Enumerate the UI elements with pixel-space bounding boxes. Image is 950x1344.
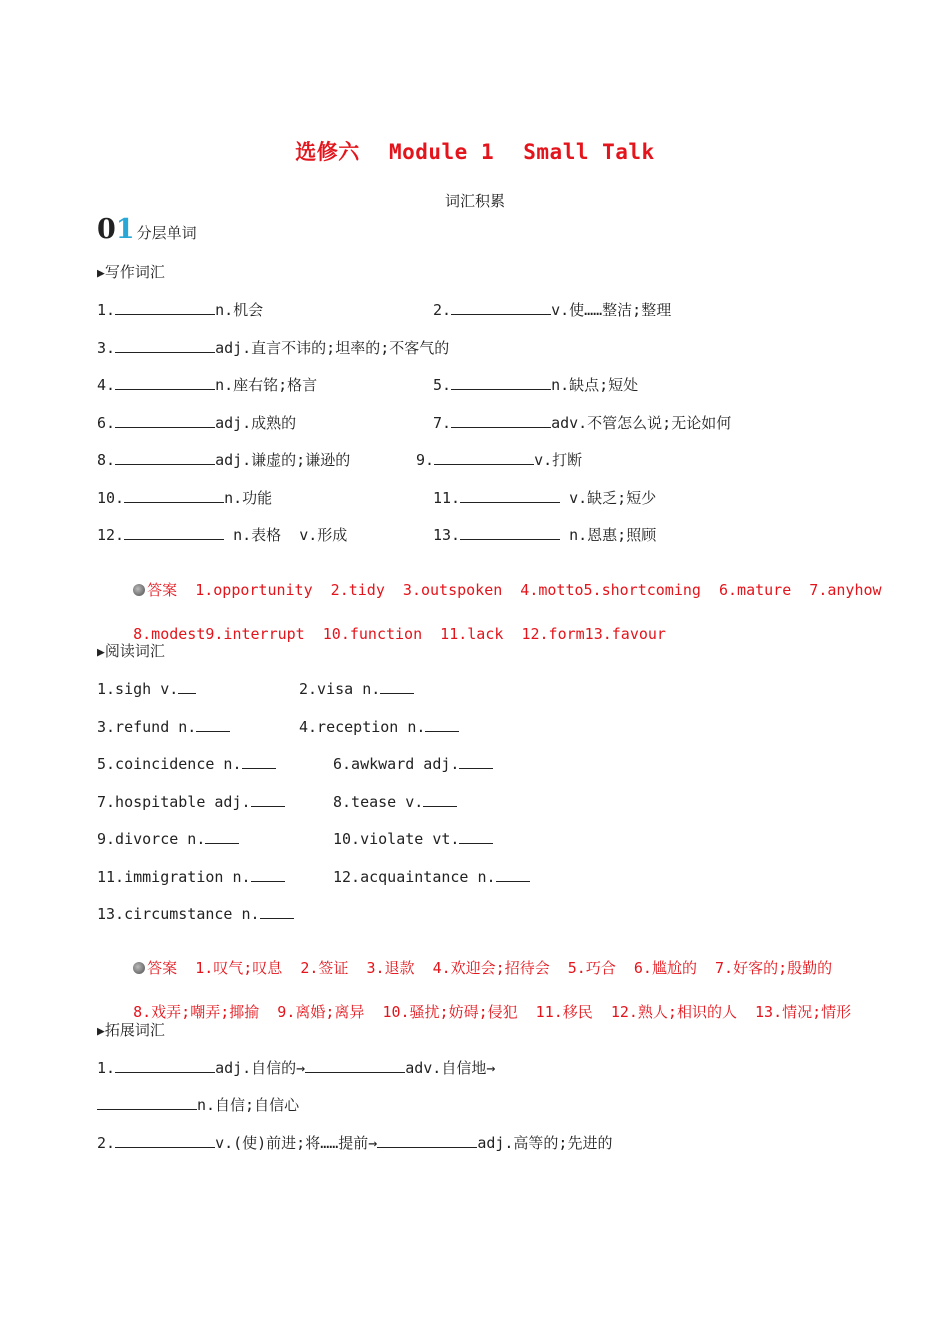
answer-blank[interactable] — [451, 300, 551, 315]
extension-heading — [97, 1020, 165, 1042]
writing-answer-line: 答案 1.opportunity 2.tidy 3.outspoken 4.motto5.shortcoming 6.mature 7.anyhow — [97, 560, 882, 620]
subtitle: 词汇积累 — [444, 192, 505, 210]
answer-blank[interactable] — [425, 717, 459, 732]
reading-item: 4.reception n. — [299, 717, 459, 737]
extension-item: 1. adj.自信的→ adv.自信地→ — [97, 1059, 496, 1077]
triangle-bullet-icon: ▶ — [97, 645, 105, 660]
answer-blank[interactable] — [178, 679, 196, 694]
section-label: 分层单词 — [136, 224, 197, 242]
answer-blank[interactable] — [115, 375, 215, 390]
answer-blank[interactable] — [115, 300, 215, 315]
triangle-bullet-icon: ▶ — [97, 1024, 105, 1039]
writing-heading — [97, 262, 165, 284]
extension-item-continued: n.自信;自信心 — [97, 1095, 299, 1115]
reading-answer-line: 答案 1.叹气;叹息 2.签证 3.退款 4.欢迎会;招待会 5.巧合 6.尴尬的 7.好客的;殷勤的 — [97, 938, 832, 998]
answer-blank[interactable] — [377, 1133, 477, 1148]
answer-blank[interactable] — [242, 754, 276, 769]
answer-icon — [133, 584, 145, 596]
title-part1: 选修六 — [295, 140, 360, 164]
answer-blank[interactable] — [251, 867, 285, 882]
writing-item: 2. v.使……整洁;整理 — [433, 301, 672, 319]
answer-blank[interactable] — [196, 717, 230, 732]
answer-icon — [133, 962, 145, 974]
reading-item: 6.awkward adj. — [333, 754, 493, 774]
writing-item: 11. v.缺乏;短少 — [433, 489, 657, 507]
answer-blank[interactable] — [380, 679, 414, 694]
reading-item: 13.circumstance n. — [97, 904, 294, 924]
reading-item: 5.coincidence n. — [97, 754, 276, 774]
reading-item: 9.divorce n. — [97, 829, 239, 849]
reading-answer-line: 8.戏弄;嘲弄;揶揄 9.离婚;离异 10.骚扰;妨碍;侵犯 11.移民 12.熟人;相识的人 13.情况;情形 — [133, 1003, 852, 1021]
writing-item: 3. adj.直言不讳的;坦率的;不客气的 — [97, 339, 450, 357]
writing-item: 7. adv.不管怎么说;无论如何 — [433, 414, 732, 432]
extension-heading-label: 拓展词汇 — [104, 1021, 165, 1039]
reading-item: 3.refund n. — [97, 717, 230, 737]
answer-blank[interactable] — [115, 1058, 215, 1073]
writing-item: 9. v.打断 — [416, 451, 583, 469]
reading-heading — [97, 641, 165, 663]
answer-blank[interactable] — [451, 413, 551, 428]
answer-blank[interactable] — [115, 1133, 215, 1148]
answer-blank[interactable] — [459, 754, 493, 769]
section-heading — [97, 214, 197, 245]
section-number-second: 1 — [115, 214, 135, 245]
answer-blank[interactable] — [115, 450, 215, 465]
answer-blank[interactable] — [496, 867, 530, 882]
writing-item: 8. adj.谦虚的;谦逊的 — [97, 451, 351, 469]
answer-blank[interactable] — [423, 792, 457, 807]
answer-blank[interactable] — [434, 450, 534, 465]
answer-blank[interactable] — [124, 525, 224, 540]
writing-answer-line: 8.modest9.interrupt 10.function 11.lack 12.form13.favour — [133, 625, 666, 643]
reading-item: 8.tease v. — [333, 792, 457, 812]
page-title — [0, 136, 950, 166]
answer-blank[interactable] — [251, 792, 285, 807]
answer-blank[interactable] — [260, 904, 294, 919]
section-number-first: 0 — [97, 214, 116, 245]
reading-item: 7.hospitable adj. — [97, 792, 285, 812]
reading-item: 11.immigration n. — [97, 867, 285, 887]
title-part3: Small Talk — [523, 140, 655, 164]
answer-blank[interactable] — [460, 488, 560, 503]
answer-blank[interactable] — [460, 525, 560, 540]
triangle-bullet-icon: ▶ — [97, 266, 105, 281]
writing-item: 6. adj.成熟的 — [97, 414, 297, 432]
writing-item: 5. n.缺点;短处 — [433, 376, 639, 394]
extension-item: 2. v.(使)前进;将……提前→ adj.高等的;先进的 — [97, 1134, 613, 1152]
writing-item: 12. n.表格 v.形成 — [97, 526, 348, 544]
answer-blank[interactable] — [205, 829, 239, 844]
answer-blank[interactable] — [451, 375, 551, 390]
answer-blank[interactable] — [115, 338, 215, 353]
answer-blank[interactable] — [97, 1095, 197, 1110]
reading-item: 10.violate vt. — [333, 829, 493, 849]
reading-item: 2.visa n. — [299, 679, 414, 699]
writing-item: 13. n.恩惠;照顾 — [433, 526, 657, 544]
reading-heading-label: 阅读词汇 — [104, 642, 165, 660]
writing-item: 1. n.机会 — [97, 301, 264, 319]
answer-blank[interactable] — [305, 1058, 405, 1073]
answer-blank[interactable] — [115, 413, 215, 428]
reading-item: 1.sigh v. — [97, 679, 196, 699]
writing-item: 4. n.座右铭;格言 — [97, 376, 318, 394]
writing-item: 10. n.功能 — [97, 489, 273, 507]
answer-blank[interactable] — [459, 829, 493, 844]
writing-heading-label: 写作词汇 — [104, 263, 165, 281]
answer-blank[interactable] — [124, 488, 224, 503]
reading-item: 12.acquaintance n. — [333, 867, 530, 887]
title-part2: Module 1 — [388, 140, 495, 164]
